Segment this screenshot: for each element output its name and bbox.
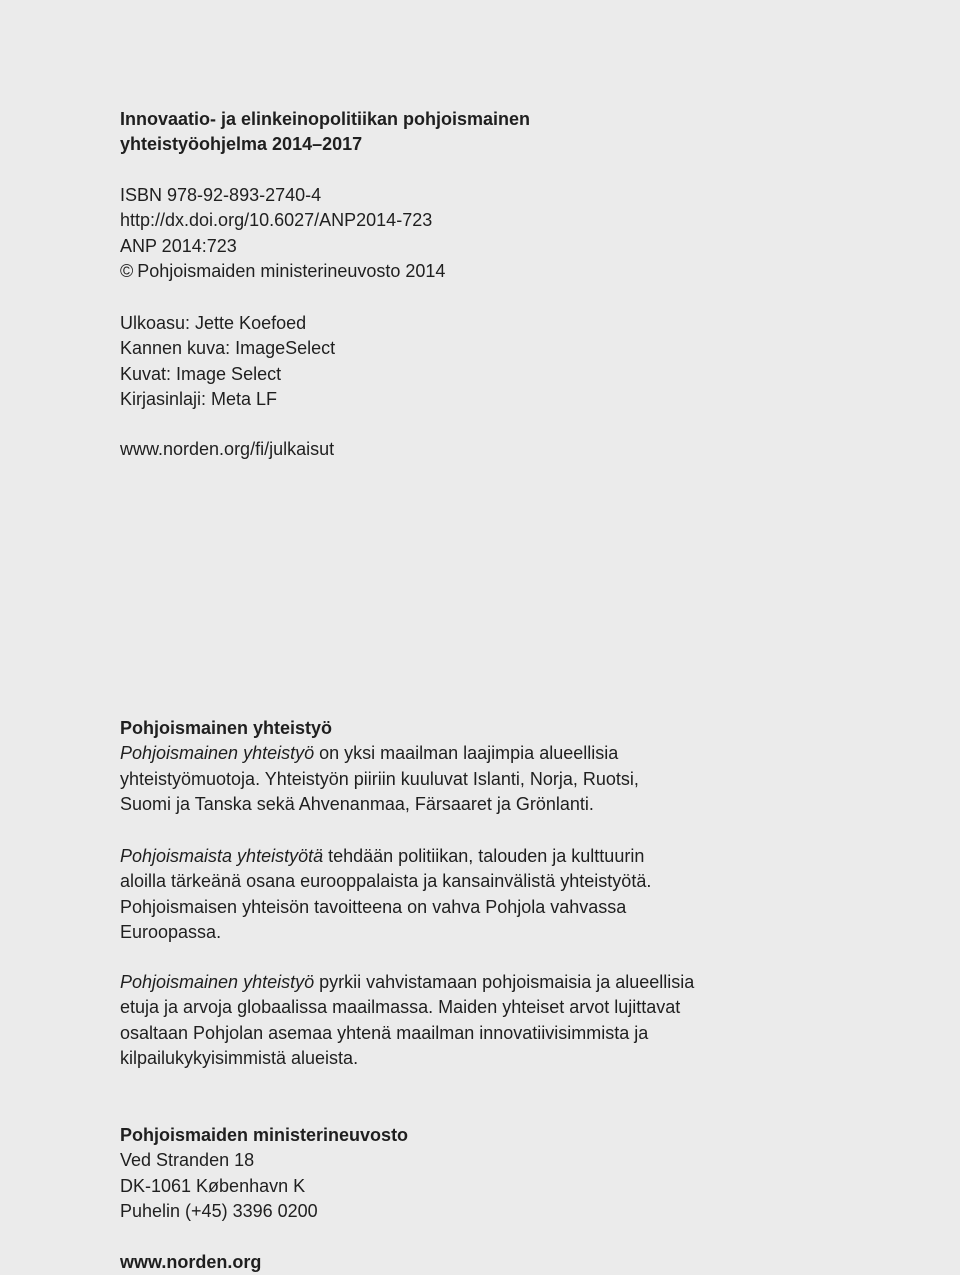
cooperation-p2-emphasis: Pohjoismaista yhteistyötä	[120, 846, 324, 866]
cooperation-p1-line-2: yhteistyömuotoja. Yhteistyön piiriin kuuluvat Islanti, Norja, Ruotsi,	[120, 768, 639, 789]
copyright	[120, 259, 840, 284]
publications-link-block	[120, 437, 840, 462]
website-link[interactable]: www.norden.org	[120, 1252, 262, 1272]
title-line-1: Innovaatio- ja elinkeinopolitiikan pohjoismainen	[120, 109, 531, 129]
cooperation-p3-line-3: osaltaan Pohjolan asemaa yhtenä maailman innovatiivisimmista ja	[120, 1022, 649, 1043]
publications-link[interactable]: www.norden.org/fi/julkaisut	[120, 439, 335, 459]
cooperation-paragraph-3	[120, 970, 840, 1071]
address-block	[120, 1123, 840, 1224]
cooperation-p1-line-3: Suomi ja Tanska sekä Ahvenanmaa, Färsaaret ja Grönlanti.	[120, 793, 594, 814]
doi-link[interactable]: http://dx.doi.org/10.6027/ANP2014-723	[120, 210, 433, 231]
address-city: DK-1061 København K	[120, 1175, 306, 1196]
credit-font: Kirjasinlaji: Meta LF	[120, 388, 278, 409]
cooperation-paragraph-2	[120, 844, 840, 945]
cooperation-p1-emphasis: Pohjoismainen yhteistyö	[120, 743, 315, 764]
copyright-text: Pohjoismaiden ministerineuvosto 2014	[137, 260, 446, 281]
cooperation-p2-line-1-text: tehdään politiikan, talouden ja kulttuurin	[323, 846, 645, 866]
credit-cover-image: Kannen kuva: ImageSelect	[120, 338, 336, 359]
address-phone: Puhelin (+45) 3396 0200	[120, 1200, 318, 1221]
cooperation-p3-emphasis: Pohjoismainen yhteistyö	[120, 972, 315, 992]
cooperation-p3-line-1-text: pyrkii vahvistamaan pohjoismaisia ja alueellisia	[314, 972, 695, 992]
cooperation-p2-line-2: aloilla tärkeänä osana eurooppalaista ja kansainvälistä yhteistyötä.	[120, 871, 652, 892]
cooperation-p3-line-4: kilpailukykyisimmistä alueista.	[120, 1047, 359, 1068]
cooperation-p2-line-3: Pohjoismaisen yhteisön tavoitteena on vahva Pohjola vahvassa	[120, 896, 627, 917]
title-line-2: yhteistyöohjelma 2014–2017	[120, 134, 363, 155]
publication-info	[120, 183, 840, 284]
cooperation-p2-line-4: Euroopassa.	[120, 921, 222, 942]
cooperation-p2-line-1	[120, 844, 840, 869]
cooperation-p1-line-1	[120, 741, 840, 766]
publication-title	[120, 107, 840, 158]
anp-number: ANP 2014:723	[120, 235, 237, 256]
cooperation-p3-line-1	[120, 970, 840, 995]
copyright-icon: ©	[120, 260, 134, 281]
credit-layout: Ulkoasu: Jette Koefoed	[120, 313, 307, 333]
cooperation-section	[120, 716, 840, 817]
credit-images: Kuvat: Image Select	[120, 363, 282, 384]
cooperation-p3-line-2: etuja ja arvoja globaalissa maailmassa. Maiden yhteiset arvot lujittavat	[120, 997, 681, 1018]
cooperation-p1-line-1-text: on yksi maailman laajimpia alueellisia	[314, 743, 619, 764]
cooperation-heading: Pohjoismainen yhteistyö	[120, 718, 333, 738]
address-organization: Pohjoismaiden ministerineuvosto	[120, 1125, 409, 1145]
credits	[120, 311, 840, 412]
isbn: ISBN 978-92-893-2740-4	[120, 185, 322, 205]
address-street: Ved Stranden 18	[120, 1150, 255, 1171]
website-block	[120, 1250, 840, 1275]
